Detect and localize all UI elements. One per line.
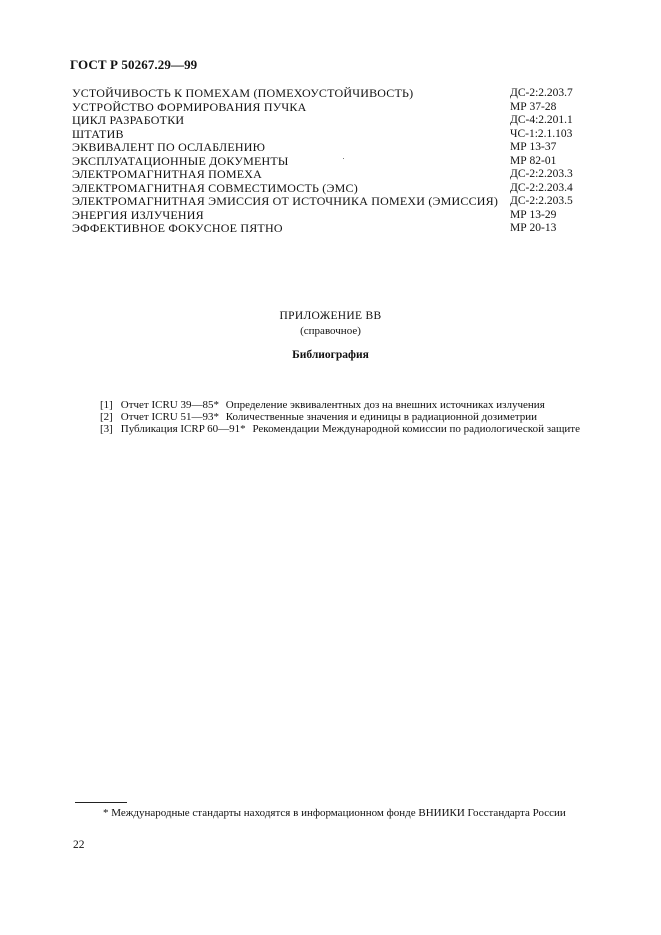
- terms-index: [72, 87, 617, 236]
- term-name: ЭНЕРГИЯ ИЗЛУЧЕНИЯ: [72, 207, 204, 222]
- bibliography-number: [1]: [100, 399, 113, 411]
- term-row: [72, 182, 617, 196]
- document-header: ГОСТ Р 50267.29—99: [70, 57, 198, 72]
- appendix-subtitle: (справочное): [300, 325, 361, 337]
- scan-speck: [343, 158, 344, 159]
- term-row: [72, 155, 617, 169]
- term-name: ЭЛЕКТРОМАГНИТНАЯ СОВМЕСТИМОСТЬ (ЭМС): [72, 180, 358, 195]
- bibliography-item: [100, 399, 620, 411]
- term-code: ДС-4:2.201.1: [510, 114, 573, 126]
- term-name: ЭЛЕКТРОМАГНИТНАЯ ПОМЕХА: [72, 167, 262, 181]
- term-code: МР 82-01: [510, 154, 557, 167]
- bibliography-list: [100, 399, 620, 435]
- bibliography-item: [100, 411, 620, 423]
- term-code: МР 13-37: [510, 141, 557, 153]
- term-code: МР 37-28: [510, 100, 557, 113]
- term-row: [72, 101, 617, 115]
- bibliography-title: Количественные значения и единицы в радиационной дозиметрии: [225, 411, 538, 423]
- term-name: ЭКВИВАЛЕНТ ПО ОСЛАБЛЕНИЮ: [72, 140, 266, 154]
- term-row: [72, 209, 617, 223]
- page-number: 22: [73, 839, 85, 851]
- term-row: [72, 195, 617, 209]
- term-code: ДС-2:2.203.7: [510, 87, 573, 99]
- term-name: ЭФФЕКТИВНОЕ ФОКУСНОЕ ПЯТНО: [72, 221, 283, 235]
- term-code: ДС-2:2.203.3: [510, 168, 573, 180]
- bibliography-source: Отчет ICRU 51—93*: [120, 411, 220, 423]
- term-row: [72, 222, 617, 236]
- bibliography-source: Отчет ICRU 39—85*: [120, 399, 220, 411]
- term-code: ДС-2:2.203.4: [510, 181, 573, 194]
- bibliography-number: [3]: [100, 423, 113, 435]
- footnote: * Международные стандарты находятся в информационном фонде ВНИИКИ Госстандарта России: [103, 807, 566, 819]
- term-row: [72, 141, 617, 155]
- term-name: УСТОЙЧИВОСТЬ К ПОМЕХАМ (ПОМЕХОУСТОЙЧИВОСТЬ): [72, 86, 414, 100]
- bibliography-source: Публикация ICRP 60—91*: [120, 423, 246, 435]
- term-name: ЭЛЕКТРОМАГНИТНАЯ ЭМИССИЯ ОТ ИСТОЧНИКА ПОМЕХИ (ЭМИССИЯ): [72, 194, 499, 208]
- bibliography-item: [100, 423, 620, 435]
- appendix-title: ПРИЛОЖЕНИЕ ВВ: [279, 310, 382, 322]
- bibliography-heading: Библиография: [292, 349, 369, 361]
- bibliography-title: Рекомендации Международной комиссии по радиологической защите: [252, 423, 580, 435]
- footnote-divider: [75, 802, 127, 803]
- bibliography-title: Определение эквивалентных доз на внешних источниках излучения: [225, 399, 545, 411]
- term-code: МР 13-29: [510, 208, 557, 221]
- term-code: ЧС-1:2.1.103: [510, 127, 573, 140]
- term-code: МР 20-13: [510, 222, 557, 234]
- term-name: ЦИКЛ РАЗРАБОТКИ: [72, 113, 185, 127]
- term-row: [72, 168, 617, 182]
- term-row: [72, 87, 617, 101]
- bibliography-number: [2]: [100, 411, 113, 423]
- term-name: ШТАТИВ: [72, 126, 124, 141]
- term-code: ДС-2:2.203.5: [510, 195, 573, 207]
- term-row: [72, 114, 617, 128]
- term-name: ЭКСПЛУАТАЦИОННЫЕ ДОКУМЕНТЫ: [72, 153, 289, 168]
- term-row: [72, 128, 617, 142]
- term-name: УСТРОЙСТВО ФОРМИРОВАНИЯ ПУЧКА: [72, 99, 307, 114]
